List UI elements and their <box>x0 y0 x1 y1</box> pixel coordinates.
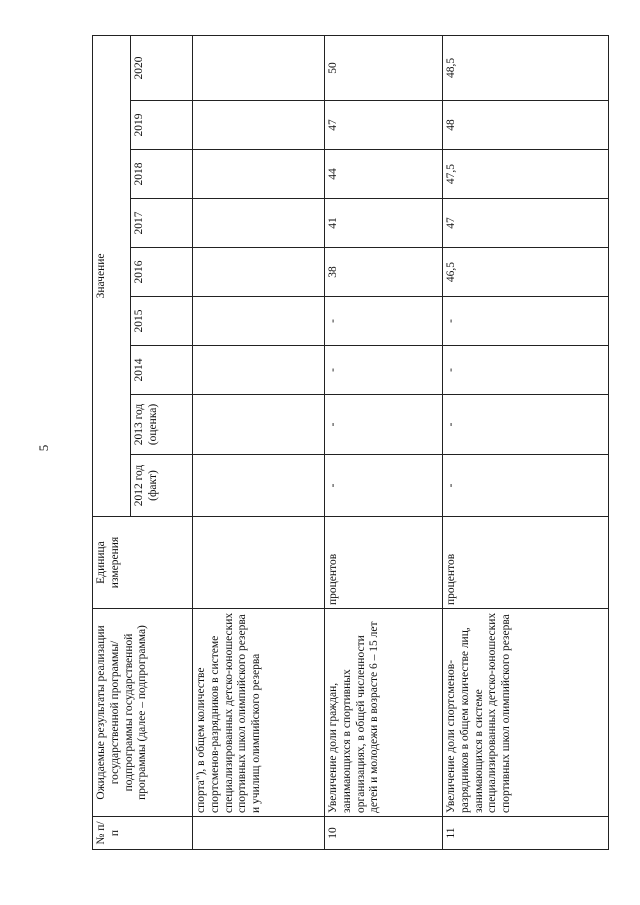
row-value: 47,5 <box>443 150 609 199</box>
row-value: - <box>325 395 443 455</box>
row-value <box>193 35 325 100</box>
row-value: 47 <box>443 199 609 248</box>
row-value <box>193 101 325 150</box>
table-row <box>443 35 609 849</box>
header-year: 2020 <box>131 35 193 100</box>
row-num <box>193 817 325 850</box>
row-value: 38 <box>325 248 443 297</box>
header-year: 2015 <box>131 297 193 346</box>
row-unit: процентов <box>325 517 443 609</box>
row-value: - <box>325 455 443 517</box>
rotated-table-wrapper <box>92 56 608 850</box>
row-value: - <box>325 346 443 395</box>
page-number: 5 <box>36 444 51 452</box>
row-value: 47 <box>325 101 443 150</box>
header-result: Ожидаемые результаты реализации государственной программы/подпрограммы государственной программы (далее – подпрограмма) <box>93 609 193 817</box>
header-year: 2016 <box>131 248 193 297</box>
row-num: 10 <box>325 817 443 850</box>
row-value: - <box>443 395 609 455</box>
row-value <box>193 297 325 346</box>
row-result: Увеличение доли граждан, занимающихся в спортивных организациях, в общей численности детей и молодежи в возрасте 6 – 15 лет <box>325 609 443 817</box>
row-value: 44 <box>325 150 443 199</box>
row-value: 41 <box>325 199 443 248</box>
row-value: - <box>443 346 609 395</box>
header-year: 2019 <box>131 101 193 150</box>
row-num: 11 <box>443 817 609 850</box>
row-value <box>193 248 325 297</box>
table-row <box>325 35 443 849</box>
row-value: - <box>443 455 609 517</box>
row-value: - <box>443 297 609 346</box>
header-unit: Единица измерения <box>93 517 193 609</box>
header-num: № п/п <box>93 817 193 850</box>
row-value: - <box>325 297 443 346</box>
row-value: 48 <box>443 101 609 150</box>
table-row <box>193 35 325 849</box>
row-value <box>193 150 325 199</box>
row-value: 50 <box>325 35 443 100</box>
row-result: Увеличение доли спортсменов-разрядников в общем количестве лиц, занимающихся в системе специализированных детско-юношеских спортивных школ олимпийского резерва <box>443 609 609 817</box>
row-value <box>193 455 325 517</box>
row-unit: процентов <box>443 517 609 609</box>
row-value <box>193 199 325 248</box>
header-year: 2013 год (оценка) <box>131 395 193 455</box>
row-unit <box>193 517 325 609</box>
header-year: 2014 <box>131 346 193 395</box>
row-value: 46,5 <box>443 248 609 297</box>
indicators-table <box>92 35 609 850</box>
row-result: спорта"), в общем количестве спортсменов-разрядников в системе специализированных детско-юношеских спортивных школ олимпийского резерва и училищ олимпийского резерва <box>193 609 325 817</box>
row-value <box>193 346 325 395</box>
header-year: 2017 <box>131 199 193 248</box>
row-value <box>193 395 325 455</box>
header-value: Значение <box>93 35 131 516</box>
header-year: 2018 <box>131 150 193 199</box>
row-value: 48,5 <box>443 35 609 100</box>
header-year: 2012 год (факт) <box>131 455 193 517</box>
